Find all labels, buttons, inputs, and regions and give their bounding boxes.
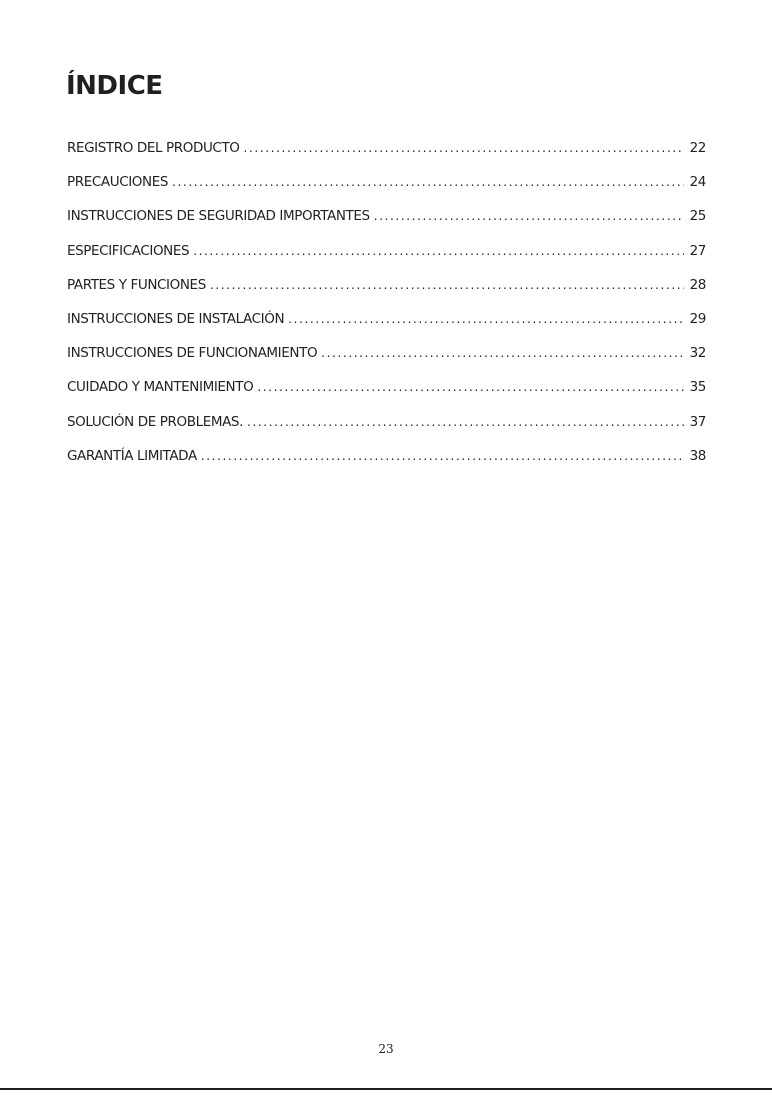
toc-entry-title: PRECAUCIONES <box>67 174 169 191</box>
toc-entry-page: 25 <box>689 208 706 225</box>
toc-entry-title: INSTRUCCIONES DE INSTALACIÓN <box>67 310 285 327</box>
toc-entry-care-and-maintenance <box>67 375 706 409</box>
toc-entry-safety-instructions <box>67 204 706 238</box>
toc-entry-page: 24 <box>689 174 706 191</box>
dot-leader <box>321 341 683 365</box>
dot-leader <box>247 410 684 434</box>
dot-leader <box>201 444 684 468</box>
toc-entry-title: GARANTÍA LIMITADA <box>67 447 197 464</box>
toc-entry-page: 38 <box>689 447 706 464</box>
table-of-contents <box>67 136 706 478</box>
page-title: ÍNDICE <box>66 71 163 101</box>
toc-entry-page: 22 <box>689 140 706 156</box>
dot-leader <box>257 375 683 399</box>
dot-leader <box>288 307 683 331</box>
toc-entry-title: INSTRUCCIONES DE FUNCIONAMIENTO <box>67 345 318 362</box>
toc-entry-page: 27 <box>689 242 706 259</box>
toc-entry-installation <box>67 307 706 341</box>
toc-entry-title: REGISTRO DEL PRODUCTO <box>67 140 240 156</box>
toc-entry-product-registration <box>67 136 706 170</box>
bottom-rule <box>0 1088 772 1090</box>
toc-entry-title: SOLUCIÓN DE PROBLEMAS. <box>67 413 243 430</box>
dot-leader <box>193 239 683 263</box>
toc-entry-title: CUIDADO Y MANTENIMIENTO <box>67 379 254 396</box>
toc-entry-page: 35 <box>689 379 706 396</box>
toc-entry-operation <box>67 341 706 375</box>
toc-entry-title: PARTES Y FUNCIONES <box>67 276 206 293</box>
toc-entry-parts-and-functions <box>67 273 706 307</box>
toc-entry-troubleshooting <box>67 410 706 444</box>
page-number: 23 <box>378 1042 394 1056</box>
toc-entry-limited-warranty <box>67 444 706 478</box>
dot-leader <box>244 136 684 160</box>
toc-entry-title: INSTRUCCIONES DE SEGURIDAD IMPORTANTES <box>67 208 370 225</box>
toc-entry-title: ESPECIFICACIONES <box>67 242 190 259</box>
toc-entry-specifications <box>67 239 706 273</box>
toc-entry-page: 37 <box>689 413 706 430</box>
dot-leader <box>374 204 684 228</box>
toc-entry-precautions <box>67 170 706 204</box>
toc-entry-page: 29 <box>689 310 706 327</box>
toc-entry-page: 28 <box>689 276 706 293</box>
dot-leader <box>210 273 684 297</box>
dot-leader <box>172 170 684 194</box>
toc-entry-page: 32 <box>689 345 706 362</box>
